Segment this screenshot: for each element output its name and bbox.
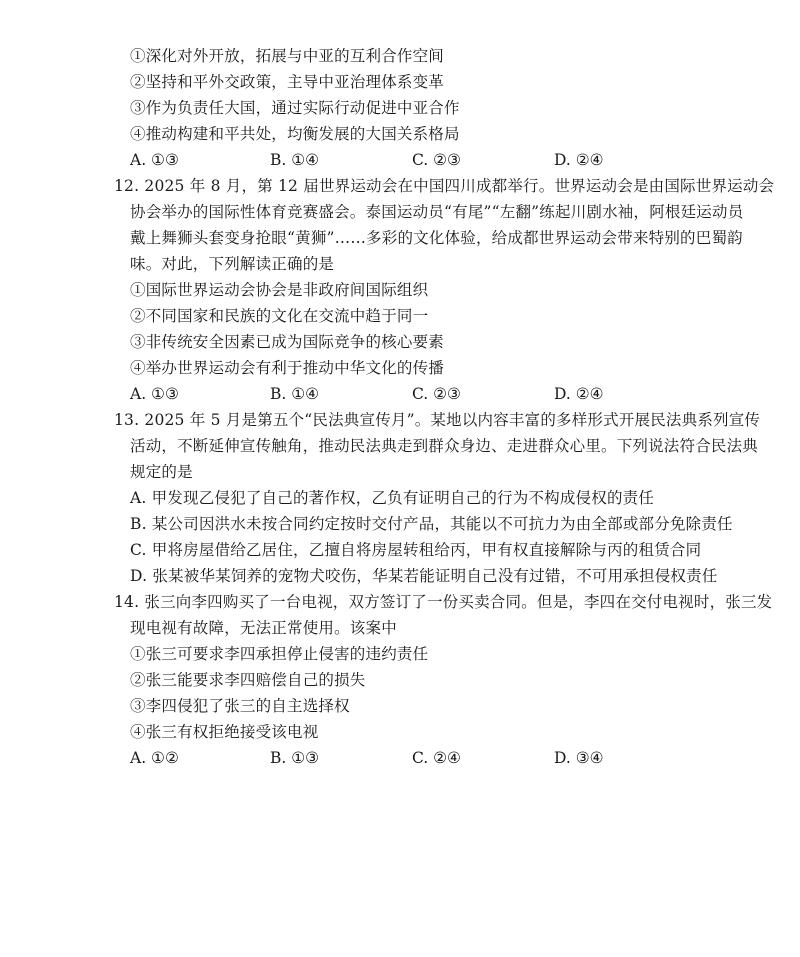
q14-statement-4: ④张三有权拒绝接受该电视 <box>130 723 319 741</box>
q11-statement-3: ③作为负责任大国，通过实际行动促进中亚合作 <box>130 99 460 117</box>
q12-statement-1: ①国际世界运动会协会是非政府间国际组织 <box>130 281 429 299</box>
q12-options <box>130 383 690 405</box>
q14-statement-1: ①张三可要求李四承担停止侵害的违约责任 <box>130 645 429 663</box>
q11-options <box>130 149 690 171</box>
q14-statement-2: ②张三能要求李四赔偿自己的损失 <box>130 671 366 689</box>
q12-statement-2: ②不同国家和民族的文化在交流中趋于同一 <box>130 307 429 325</box>
q11-option-c: C. ②③ <box>412 151 461 169</box>
q14-statement-3: ③李四侵犯了张三的自主选择权 <box>130 697 350 715</box>
q11-option-a: A. ①③ <box>130 151 179 169</box>
q11-statement-4: ④推动构建和平共处，均衡发展的大国关系格局 <box>130 125 460 143</box>
q13-choice-c: C. 甲将房屋借给乙居住，乙擅自将房屋转租给丙，甲有权直接解除与丙的租赁合同 <box>130 541 702 559</box>
q12-statement-4: ④举办世界运动会有利于推动中华文化的传播 <box>130 359 445 377</box>
q13-choice-a: A. 甲发现乙侵犯了自己的著作权，乙负有证明自己的行为不构成侵权的责任 <box>130 489 655 507</box>
q13-stem-line-1: 13. 2025 年 5 月是第五个“民法典宣传月”。某地以内容丰富的多样形式开展民法典系列宣传 <box>114 411 761 429</box>
q14-stem-line-1: 14. 张三向李四购买了一台电视，双方签订了一份买卖合同。但是，李四在交付电视时，张三发 <box>114 593 773 611</box>
q12-statement-3: ③非传统安全因素已成为国际竞争的核心要素 <box>130 333 445 351</box>
q11-option-d: D. ②④ <box>554 151 604 169</box>
q14-option-d: D. ③④ <box>554 749 604 767</box>
q11-statement-2: ②坚持和平外交政策，主导中亚治理体系变革 <box>130 73 445 91</box>
q11-statement-1: ①深化对外开放，拓展与中亚的互利合作空间 <box>130 47 445 65</box>
q13-choice-d: D. 张某被华某饲养的宠物犬咬伤，华某若能证明自己没有过错，不可用承担侵权责任 <box>130 567 718 585</box>
q12-option-b: B. ①④ <box>270 385 320 403</box>
q13-stem-line-2: 活动，不断延伸宣传触角，推动民法典走到群众身边、走进群众心里。下列说法符合民法典 <box>130 437 759 455</box>
q14-option-b: B. ①③ <box>270 749 320 767</box>
q13-choice-b: B. 某公司因洪水未按合同约定按时交付产品，其能以不可抗力为由全部或部分免除责任 <box>130 515 733 533</box>
q12-stem-line-4: 味。对此，下列解读正确的是 <box>130 255 335 273</box>
q14-options <box>130 747 690 769</box>
q12-option-c: C. ②③ <box>412 385 461 403</box>
q12-option-a: A. ①③ <box>130 385 179 403</box>
q14-stem-line-2: 现电视有故障，无法正常使用。该案中 <box>130 619 397 637</box>
q12-stem-line-3: 戴上舞狮头套变身抢眼“黄狮”……多彩的文化体验，给成都世界运动会带来特别的巴蜀韵 <box>130 229 743 247</box>
q13-stem-line-3: 规定的是 <box>130 463 193 481</box>
q11-option-b: B. ①④ <box>270 151 320 169</box>
q12-stem-line-1: 12. 2025 年 8 月，第 12 届世界运动会在中国四川成都举行。世界运动会是由国际世界运动会 <box>114 177 775 195</box>
q14-option-a: A. ①② <box>130 749 179 767</box>
q14-option-c: C. ②④ <box>412 749 461 767</box>
q12-stem-line-2: 协会举办的国际性体育竞赛盛会。泰国运动员“有尾”“左翻”练起川剧水袖，阿根廷运动员 <box>130 203 744 221</box>
q12-option-d: D. ②④ <box>554 385 604 403</box>
